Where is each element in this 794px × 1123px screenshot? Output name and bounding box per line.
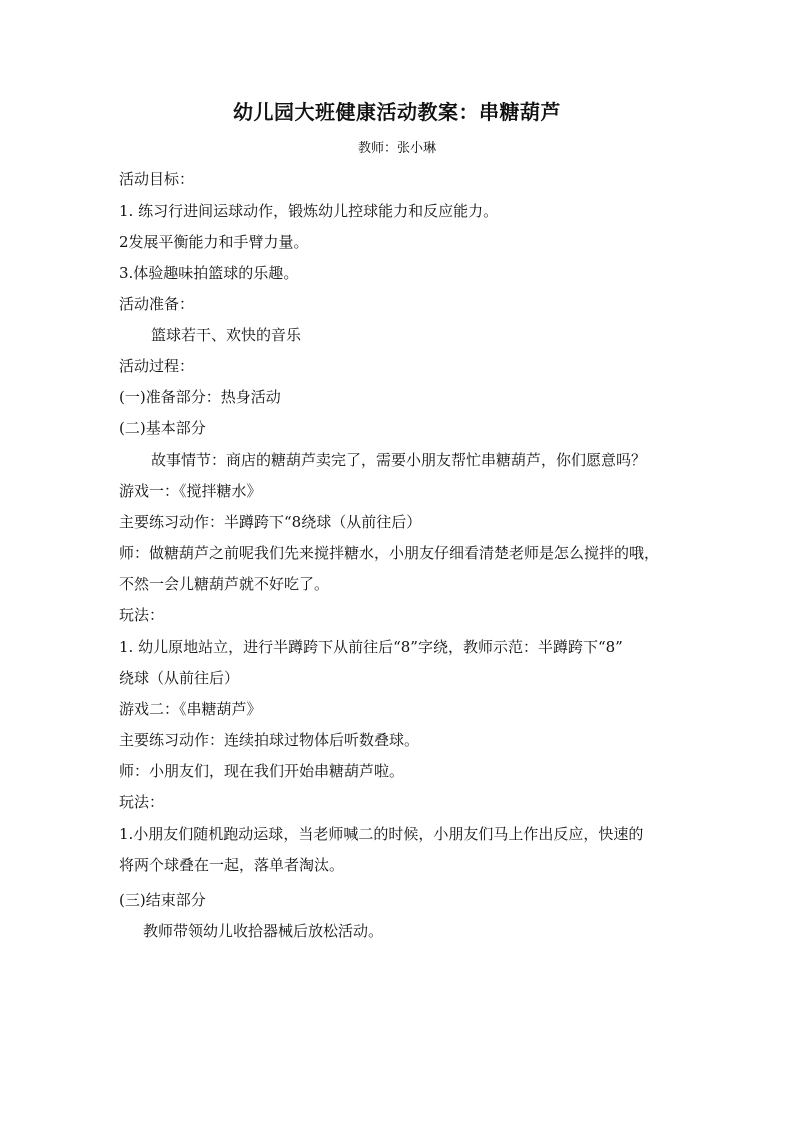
game-1-rule-line-1: 1. 幼儿原地站立，进行半蹲跨下从前往后“8”字绕，教师示范：半蹲跨下“8” — [119, 638, 623, 656]
closing-text: 教师带领幼儿收拾器械后放松活动。 — [143, 922, 384, 940]
process-part-2: (二)基本部分 — [119, 419, 206, 437]
game-1-title: 游戏一：《搅拌糖水》 — [119, 482, 262, 500]
game-2-title: 游戏二：《串糖葫芦》 — [119, 700, 262, 718]
game-2-rule-line-2: 将两个球叠在一起，落单者淘汰。 — [119, 856, 345, 874]
document-title: 幼儿园大班健康活动教案：串糖葫芦 — [233, 100, 561, 124]
game-2-rule-line-1: 1.小朋友们随机跑动运球，当老师喊二的时候，小朋友们马上作出反应，快速的 — [119, 825, 644, 843]
game-2-action: 主要练习动作：连续拍球过物体后听数叠球。 — [119, 731, 420, 749]
process-part-1: (一)准备部分：热身活动 — [119, 388, 281, 406]
teacher-name: 教师：张小琳 — [357, 141, 436, 156]
game-1-rule-line-2: 绕球（从前往后） — [119, 669, 240, 687]
process-part-3: (三)结束部分 — [119, 891, 206, 909]
goal-item-3: 3.体验趣味拍篮球的乐趣。 — [119, 264, 299, 282]
game-1-action: 主要练习动作：半蹲跨下“8绕球（从前往后） — [119, 513, 422, 531]
game-2-rules-heading: 玩法： — [119, 793, 165, 811]
section-heading-goals: 活动目标： — [119, 170, 195, 188]
preparation-text: 篮球若干、欢快的音乐 — [151, 326, 302, 344]
game-1-teacher-line-1: 师：做糖葫芦之前呢我们先来搅拌糖水，小朋友仔细看清楚老师是怎么搅拌的哦， — [119, 544, 660, 562]
section-heading-process: 活动过程： — [119, 357, 195, 375]
game-2-teacher-line: 师：小朋友们，现在我们开始串糖葫芦啦。 — [119, 762, 405, 780]
story-text: 故事情节：商店的糖葫芦卖完了，需要小朋友帮忙串糖葫芦，你们愿意吗？ — [151, 451, 647, 469]
goal-item-2: 2发展平衡能力和手臂力量。 — [119, 233, 309, 251]
section-heading-preparation: 活动准备： — [119, 295, 195, 313]
game-1-teacher-line-2: 不然一会儿糖葫芦就不好吃了。 — [119, 575, 330, 593]
goal-item-1: 1. 练习行进间运球动作，锻炼幼儿控球能力和反应能力。 — [119, 202, 499, 220]
game-1-rules-heading: 玩法： — [119, 606, 165, 624]
